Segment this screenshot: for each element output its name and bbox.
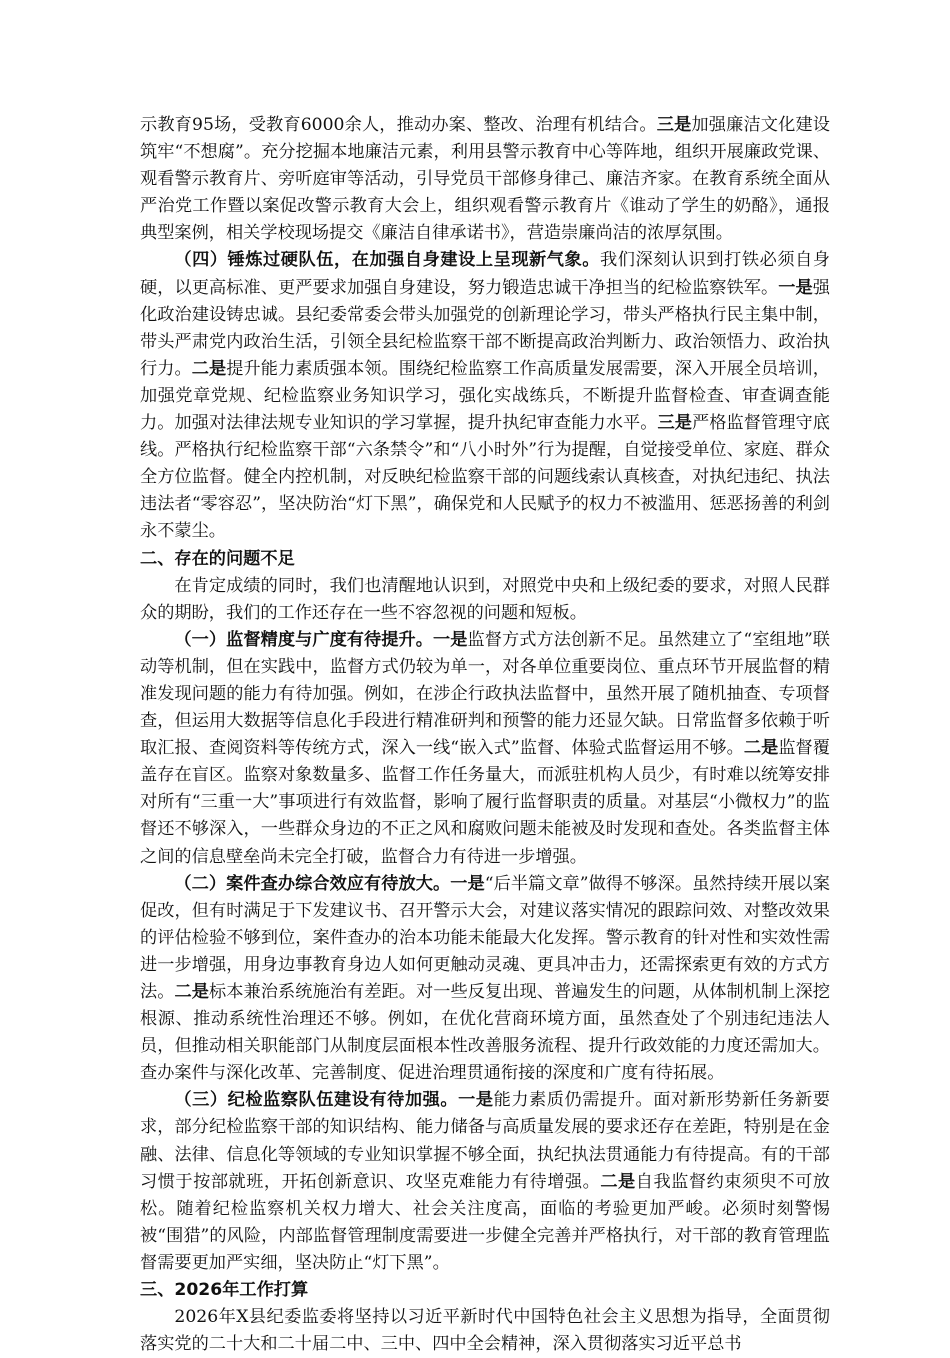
paragraph-text: 我们深刻认识到打铁必须自身硬，以更高标准、更严要求加强自身建设，努力锻造忠诚干净担当的纪检监察铁军。 [140, 250, 830, 298]
paragraph-intro-problems: 在肯定成绩的同时，我们也清醒地认识到，对照党中央和上级纪委的要求，对照人民群众的期盼，我们的工作还存在一些不容忽视的问题和短板。 [140, 575, 830, 623]
paragraph-text: 自我监督约束须臾不可放松。随着纪检监察机关权力增大、社会关注度高，面临的考验更加严峻。必须时刻警惕被“围猎”的风险，内部监督管理制度需要进一步健全完善并严格执行，对干部的教育管理监督需要更加严实细，坚决防止“灯下黑”。 [140, 1171, 830, 1273]
emphasis-label: 二是 [743, 738, 779, 759]
paragraph-education [140, 112, 830, 247]
section-heading-plan: 三、2026年工作打算 [140, 1280, 309, 1301]
paragraph-text: 监督覆盖存在盲区。监察对象数量多、监督工作任务量大，而派驻机构人员少，有时难以统筹安排对所有“三重一大”事项进行有效监督，影响了履行监督职责的质量。对基层“小微权力”的监督还不够深入，一些群众身边的不正之风和腐败问题未能被及时发现和查处。各类监督主体之间的信息壁垒尚未完全打破，监督合力有待进一步增强。 [140, 738, 830, 867]
section-subheading: （四）锤炼过硬队伍，在加强自身建设上呈现新气象。 [174, 250, 600, 271]
paragraph-text: 示教育95场，受教育6000余人，推动办案、整改、治理有机结合。 [140, 115, 657, 135]
section-heading-problems: 二、存在的问题不足 [140, 548, 295, 569]
paragraph-text: 监督方式方法创新不足。虽然建立了“室组地”联动等机制，但在实践中，监督方式仍较为单一，对各单位重要岗位、重点环节开展监督的精准发现问题的能力有待加强。例如，在涉企行政执法监督中，虽然开展了随机抽查、专项督查，但运用大数据等信息化手段进行精准研判和预警的能力还显欠缺。日常监督多依赖于听取汇报、查阅资料等传统方式，深入一线“嵌入式”监督、体验式监督运用不够。 [140, 629, 830, 759]
section-subheading: （二）案件查办综合效应有待放大。 [174, 873, 451, 894]
paragraph-text: 强化政治建设铸忠诚。县纪委常委会带头加强党的创新理论学习，带头严格执行民主集中制，带头严肃党内政治生活，引领全县纪检监察干部不断提高政治判断力、政治领悟力、政治执行力。 [140, 277, 830, 379]
paragraph-team-weakness [140, 1087, 830, 1277]
paragraph-team-building [140, 247, 830, 545]
paragraph-supervision [140, 627, 830, 871]
paragraph-text: 提升能力素质强本领。围绕纪检监察工作高质量发展需要，深入开展全员培训，加强党章党规、纪检监察业务知识学习，强化实战练兵，不断提升监督检查、审查调查能力。加强对法律法规专业知识的学习掌握，提升执纪审查能力水平。 [140, 358, 830, 434]
emphasis-label: 二是 [600, 1171, 636, 1192]
emphasis-label: 一是 [778, 277, 813, 298]
paragraph-text: 标本兼治系统施治有差距。对一些反复出现、普遍发生的问题，从体制机制上深挖根源、推动系统性治理还不够。例如，在优化营商环境方面，虽然查处了个别违纪违法人员，但推动相关职能部门从制度层面根本性改善服务流程、提升行政效能的力度还需加大。查办案件与深化改革、完善制度、促进治理贯通衔接的深度和广度有待拓展。 [140, 982, 830, 1084]
emphasis-label: 二是 [191, 358, 227, 379]
emphasis-label: 三是 [657, 413, 693, 434]
emphasis-label: 一是 [450, 873, 485, 894]
paragraph-text: 加强廉洁文化建设筑牢“不想腐”。充分挖掘本地廉洁元素，利用县警示教育中心等阵地，组织开展廉政党课、观看警示教育片、旁听庭审等活动，引导党员干部修身律己、廉洁齐家。在教育系统全面从严治党工作暨以案促改警示教育大会上，组织观看警示教育片《谁动了学生的奶酪》，通报典型案例，相关学校现场提交《廉洁自律承诺书》，营造崇廉尚洁的浓厚氛围。 [140, 115, 830, 244]
paragraph-case-handling [140, 871, 830, 1088]
section-subheading: （三）纪检监察队伍建设有待加强。 [174, 1090, 459, 1111]
emphasis-label: 二是 [174, 982, 210, 1002]
emphasis-label: 三是 [656, 115, 692, 135]
paragraph-text: 严格监督管理守底线。严格执行纪检监察干部“六条禁令”和“八小时外”行为提醒，自觉接受单位、家庭、群众全方位监督。健全内控机制，对反映纪检监察干部的问题线索认真核查，对执纪违纪、执法违法者“零容忍”，坚决防治“灯下黑”，确保党和人民赋予的权力不被滥用、惩恶扬善的利剑永不蒙尘。 [140, 413, 830, 542]
paragraph-text: “后半篇文章”做得不够深。虽然持续开展以案促改，但有时满足于下发建议书、召开警示大会，对建议落实情况的跟踪问效、对整改效果的评估检验不够到位，案件查办的治本功能未能最大化发挥。警示教育的针对性和实效性需进一步增强，用身边事教育身边人如何更触动灵魂、更具冲击力，还需探索更有效的方式方法。 [140, 873, 830, 1002]
section-subheading: （一）监督精度与广度有待提升。 [174, 629, 434, 650]
emphasis-label: 一是 [458, 1090, 494, 1111]
paragraph-text: 能力素质仍需提升。面对新形势新任务新要求，部分纪检监察干部的知识结构、能力储备与高质量发展的要求还存在差距，特别是在金融、法律、信息化等领域的专业知识掌握不够全面，执纪执法贯通能力有待提高。有的干部习惯于按部就班，开拓创新意识、攻坚克难能力有待增强。 [140, 1090, 830, 1192]
emphasis-label: 一是 [433, 629, 468, 650]
paragraph-plan-intro: 2026年X县纪委监委将坚持以习近平新时代中国特色社会主义思想为指导，全面贯彻落实党的二十大和二十届二中、三中、四中全会精神，深入贯彻落实习近平总书 [140, 1307, 830, 1355]
